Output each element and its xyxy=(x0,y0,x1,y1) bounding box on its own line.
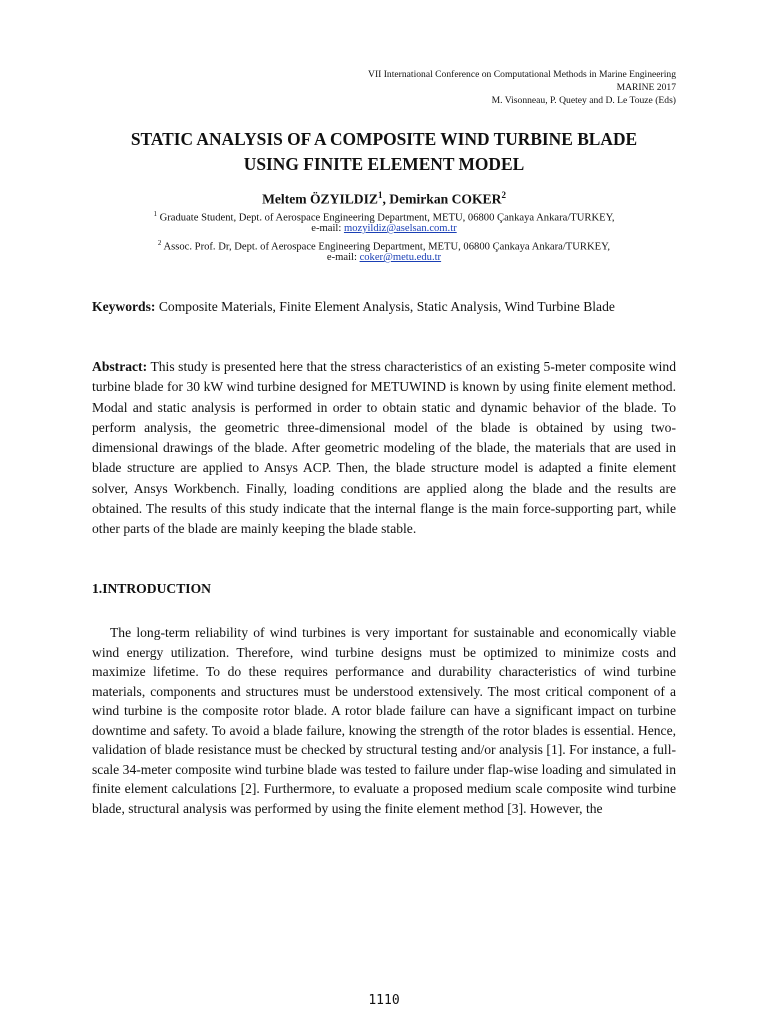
introduction-paragraph: The long-term reliability of wind turbines is very important for sustainable and economically viable wind energy utilization. Therefore, wind turbine designs must be optimized to minimize costs and maximize lifetime. To do these requires performance and durability characteristics of wind turbine materials, components and structures must be understood extensively. The most critical component of a wind turbine is the composite rotor blade. A rotor blade failure can have a significant impact on turbine downtime and safety. To avoid a blade failure, knowing the strength of the rotor blades is essential. Hence, validation of blade resistance must be checked by structural testing and/or analysis [1]. For instance, a full-scale 34-meter composite wind turbine blade was tested to failure under flap-wise loading and simulated in finite element calculations [2]. Furthermore, to evaluate a proposed medium scale composite wind turbine blade, structural analysis was performed by using the finite element method [3]. However, the xyxy=(92,625,676,816)
author-list xyxy=(92,190,676,208)
affiliation-2-email-link[interactable]: coker@metu.edu.tr xyxy=(359,252,442,263)
keywords-text: Composite Materials, Finite Element Analysis, Static Analysis, Wind Turbine Blade xyxy=(155,299,615,314)
conference-editors: M. Visonneau, P. Quetey and D. Le Touze (Eds) xyxy=(491,95,676,106)
author-2-marker: 2 xyxy=(501,190,506,200)
abstract-text: This study is presented here that the stress characteristics of an existing 5-meter composite wind turbine blade for 30 kW wind turbine designed for METUWIND is known by using finite element method. Modal and static analysis is performed in order to obtain static and dynamic behavior of the blade. To perform analysis, the geometric three-dimensional model of the blade is obtained by using two-dimensional drawings of the blade. After geometric modeling of the blade, the materials that are used in blade structure are applied to Ansys ACP. Then, the blade structure model is adapted a finite element solver, Ansys Workbench. Finally, loading conditions are applied along the blade and the results are obtained. The results of this study indicate that the internal flange is the main force-supporting part, while other parts of the blade are mainly keeping the blade stable. xyxy=(92,359,676,537)
affiliation-1-email-line xyxy=(92,222,676,236)
author-separator: , xyxy=(382,191,390,207)
abstract-paragraph xyxy=(92,357,676,540)
paper-title xyxy=(92,127,676,177)
affiliation-1-text: Graduate Student, Dept. of Aerospace Engineering Department, METU, 06800 Çankaya Ankara/TURKEY, xyxy=(156,212,615,224)
affiliation-2-email-prefix: e-mail: xyxy=(326,252,360,263)
author-1-marker: 1 xyxy=(377,190,383,200)
affiliation-2-text: Assoc. Prof. Dr, Dept. of Aerospace Engineering Department, METU, 06800 Çankaya Ankara/TURKEY, xyxy=(161,241,611,253)
author-2: Demirkan COKER xyxy=(389,191,502,207)
keywords-paragraph xyxy=(92,297,676,317)
affiliation-2-marker: 2 xyxy=(157,239,162,247)
page-number: 1110 xyxy=(368,993,400,1008)
affiliation-2-email-line xyxy=(92,251,676,265)
affiliation-1-email-prefix: e-mail: xyxy=(311,223,344,234)
conference-header xyxy=(368,68,676,107)
keywords-label: Keywords: xyxy=(92,299,156,314)
section-heading-introduction: 1.INTRODUCTION xyxy=(92,581,211,596)
conference-name: VII International Conference on Computational Methods in Marine Engineering xyxy=(368,69,676,80)
author-1: Meltem ÖZYILDIZ xyxy=(262,191,378,207)
title-line-2: USING FINITE ELEMENT MODEL xyxy=(243,154,525,174)
affiliation-1-email-link[interactable]: mozyildiz@aselsan.com.tr xyxy=(343,223,457,234)
abstract-label: Abstract: xyxy=(92,359,148,374)
affiliation-1-marker: 1 xyxy=(153,210,157,218)
conference-edition: MARINE 2017 xyxy=(616,82,676,93)
title-line-1: STATIC ANALYSIS OF A COMPOSITE WIND TURBINE BLADE xyxy=(130,129,638,149)
